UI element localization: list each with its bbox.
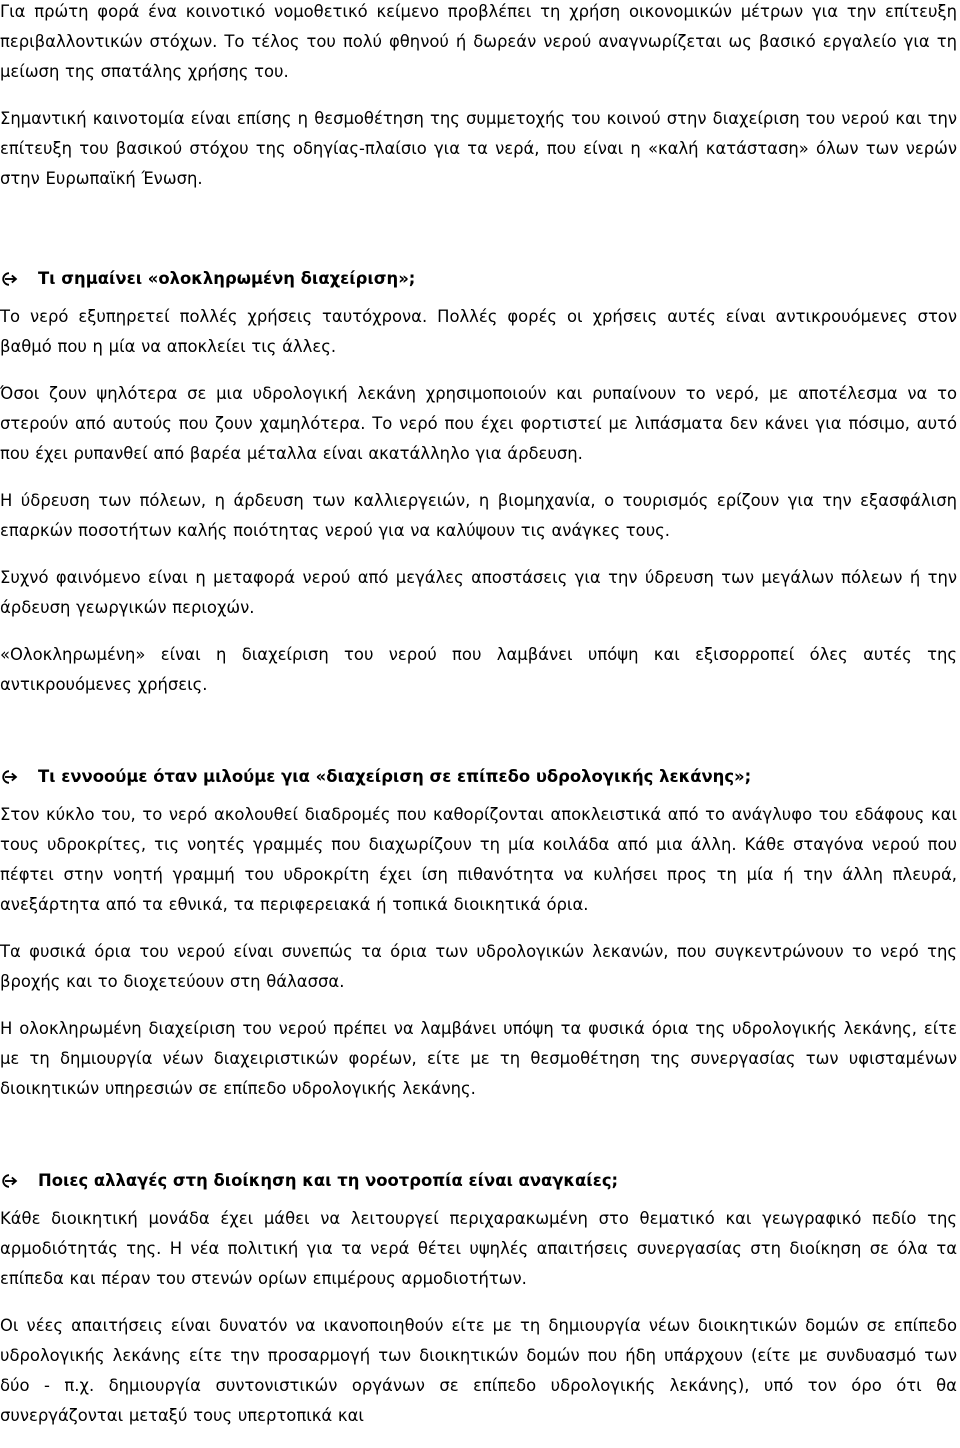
section2-paragraph-1: Στον κύκλο του, το νερό ακολουθεί διαδρομές που καθορίζονται αποκλειστικά από το ανάγλυφο του εδάφους και τους υδροκρίτες, τις νοητές γραμμές που διαχωρίζουν τη μία κοιλάδα από μια άλλη. Κάθε σταγόνα νερού που πέφτει στην νοητή γραμμή του υδροκρίτη έχει ίση πιθανότητα να κυλήσει προς τη μία ή την άλλη πλευρά, ανεξάρτητα από τα εθνικά, τα περιφερειακά ή τοπικά διοικητικά όρια. — [0, 805, 957, 914]
section-heading-integrated-management — [0, 264, 960, 294]
section-heading-text: Τι εννοούμε όταν μιλούμε για «διαχείριση σε επίπεδο υδρολογικής λεκάνης»; — [38, 767, 752, 786]
section-heading-basin-management — [0, 762, 960, 792]
section2-paragraph-3: Η ολοκληρωμένη διαχείριση του νερού πρέπει να λαμβάνει υπόψη τα φυσικά όρια της υδρολογικής λεκάνης, είτε με τη δημιουργία νέων διαχειριστικών φορέων, είτε με τη θεσμοθέτηση της συνεργασίας των υφισταμένων διοικητικών υπηρεσιών σε επίπεδο υδρολογικής λεκάνης. — [0, 1019, 957, 1098]
section-heading-text: Τι σημαίνει «ολοκληρωμένη διαχείριση»; — [38, 269, 416, 288]
intro-paragraph-2: Σημαντική καινοτομία είναι επίσης η θεσμοθέτηση της συμμετοχής του κοινού στην διαχείριση του νερού και την επίτευξη του βασικού στόχου της οδηγίας-πλαίσιο για τα νερά, που είναι η «καλή κατάσταση» όλων των νερών στην Ευρωπαϊκή Ένωση. — [0, 109, 957, 188]
intro-paragraph-1: Για πρώτη φορά ένα κοινοτικό νομοθετικό κείμενο προβλέπει τη χρήση οικονομικών μέτρων για την επίτευξη περιβαλλοντικών στόχων. Το τέλος του πολύ φθηνού ή δωρεάν νερού αναγνωρίζεται ως βασικό εργαλείο για τη μείωση της σπατάλης χρήσης του. — [0, 2, 957, 81]
section-heading-text: Ποιες αλλαγές στη διοίκηση και τη νοοτροπία είναι αναγκαίες; — [38, 1171, 619, 1190]
right-arrow-icon — [0, 1173, 18, 1189]
section3-paragraph-2: Οι νέες απαιτήσεις είναι δυνατόν να ικανοποιηθούν είτε με τη δημιουργία νέων διοικητικών δομών σε επίπεδο υδρολογικής λεκάνης είτε την προσαρμογή των διοικητικών δομών που ήδη υπάρχουν (είτε με συνδυασμό των δύο - π.χ. δημιουργία συντονιστικών οργάνων σε επίπεδο υδρολογικής λεκάνης), υπό τον όρο ότι θα συνεργάζονται μεταξύ τους υπερτοπικά και — [0, 1316, 957, 1425]
right-arrow-icon — [0, 271, 18, 287]
section1-paragraph-5: «Ολοκληρωμένη» είναι η διαχείριση του νερού που λαμβάνει υπόψη και εξισορροπεί όλες αυτές της αντικρουόμενες χρήσεις. — [0, 645, 957, 694]
section1-paragraph-2: Όσοι ζουν ψηλότερα σε μια υδρολογική λεκάνη χρησιμοποιούν και ρυπαίνουν το νερό, με αποτέλεσμα να το στερούν από αυτούς που ζουν χαμηλότερα. Το νερό που έχει φορτιστεί με λιπάσματα δεν κάνει για πόσιμο, αυτό που έχει ρυπανθεί από βαρέα μέταλλα είναι ακατάλληλο για άρδευση. — [0, 384, 957, 463]
section2-paragraph-2: Τα φυσικά όρια του νερού είναι συνεπώς τα όρια των υδρολογικών λεκανών, που συγκεντρώνουν το νερό της βροχής και το διοχετεύουν στη θάλασσα. — [0, 942, 957, 991]
right-arrow-icon — [0, 769, 18, 785]
section1-paragraph-1: Το νερό εξυπηρετεί πολλές χρήσεις ταυτόχρονα. Πολλές φορές οι χρήσεις αυτές είναι αντικρουόμενες στον βαθμό που η μία να αποκλείει τις άλλες. — [0, 307, 957, 356]
section1-paragraph-4: Συχνό φαινόμενο είναι η μεταφορά νερού από μεγάλες αποστάσεις για την ύδρευση των μεγάλων πόλεων ή την άρδευση γεωργικών περιοχών. — [0, 568, 957, 617]
section1-paragraph-3: Η ύδρευση των πόλεων, η άρδευση των καλλιεργειών, η βιομηχανία, ο τουρισμός ερίζουν για την εξασφάλιση επαρκών ποσοτήτων καλής ποιότητας νερού για να καλύψουν τις ανάγκες τους. — [0, 491, 957, 540]
section3-paragraph-1: Κάθε διοικητική μονάδα έχει μάθει να λειτουργεί περιχαρακωμένη στο θεματικό και γεωγραφικό πεδίο της αρμοδιότητάς της. Η νέα πολιτική για τα νερά θέτει υψηλές απαιτήσεις συνεργασίας στη διοίκηση σε όλα τα επίπεδα και πέραν του στενών ορίων επιμέρους αρμοδιοτήτων. — [0, 1209, 957, 1288]
section-heading-administrative-changes — [0, 1166, 960, 1196]
